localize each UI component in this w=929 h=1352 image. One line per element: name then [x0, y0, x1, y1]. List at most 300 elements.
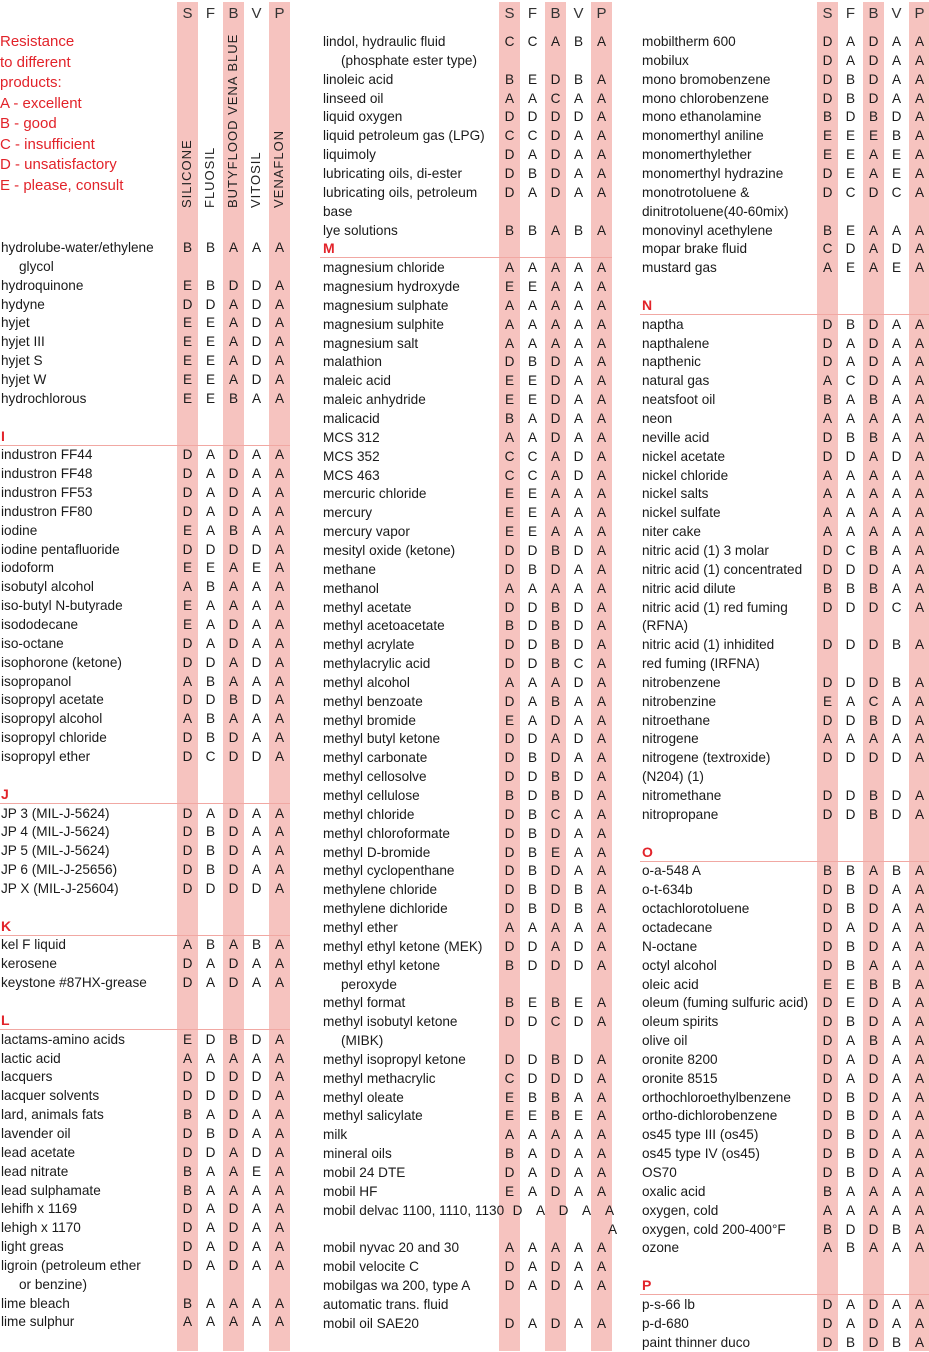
- rating-cell: A: [914, 1051, 925, 1067]
- rating-cell: A: [228, 371, 239, 387]
- legend-line: products:: [0, 74, 62, 91]
- rating-cell: A: [228, 598, 239, 614]
- product-name: nickel acetate: [642, 448, 726, 464]
- rating-cell: A: [274, 673, 285, 689]
- table-row: [1, 1275, 291, 1294]
- rating-cell: D: [868, 1127, 879, 1143]
- product-name: methyl acetoacetate: [323, 618, 445, 634]
- rating-cell: B: [891, 1334, 902, 1350]
- product-name: isopropyl alcohol: [1, 711, 103, 727]
- table-row: [642, 239, 929, 258]
- rating-cell: A: [868, 448, 879, 464]
- rating-cell: A: [914, 919, 925, 935]
- rating-cell: E: [527, 486, 538, 502]
- rating-cell: A: [822, 260, 833, 276]
- product-name: JP 3 (MIL-J-5624): [1, 805, 110, 821]
- table-row: [642, 183, 929, 202]
- rating-cell: D: [182, 541, 193, 557]
- rating-cell: B: [845, 882, 856, 898]
- table-row: [323, 107, 613, 126]
- rating-cell: A: [891, 1033, 902, 1049]
- product-name: JP X (MIL-J-25604): [1, 880, 119, 896]
- rating-cell: D: [573, 769, 584, 785]
- rating-cell: A: [274, 1088, 285, 1104]
- rating-cell: A: [550, 919, 561, 935]
- product-name: methyl acrylate: [323, 637, 415, 653]
- rating-cell: D: [891, 448, 902, 464]
- rating-cell: A: [504, 1240, 515, 1256]
- rating-cell: D: [228, 447, 239, 463]
- rating-cell: E: [891, 165, 902, 181]
- rating-cell: C: [550, 806, 561, 822]
- rating-cell: A: [914, 1165, 925, 1180]
- rating-cell: A: [182, 673, 193, 689]
- rating-cell: A: [596, 1240, 607, 1256]
- rating-cell: D: [822, 429, 833, 445]
- rating-cell: D: [550, 128, 561, 144]
- rating-cell: B: [205, 937, 216, 953]
- table-row: [642, 993, 929, 1012]
- rating-cell: E: [527, 995, 538, 1011]
- rating-cell: D: [504, 1051, 515, 1067]
- rating-cell: A: [845, 52, 856, 68]
- rating-cell: B: [891, 1221, 902, 1237]
- rating-cell: B: [891, 128, 902, 144]
- product-name: mono chlorobenzene: [642, 90, 769, 106]
- rating-cell: D: [550, 750, 561, 766]
- product-name: monotrotoluene &: [642, 184, 750, 200]
- rating-cell: E: [182, 522, 193, 538]
- rating-cell: A: [891, 580, 902, 596]
- rating-cell: A: [914, 976, 925, 992]
- rating-cell: B: [845, 1127, 856, 1143]
- column-header-letters: [176, 4, 291, 24]
- rating-cell: B: [845, 1240, 856, 1256]
- table-row: [642, 89, 929, 108]
- table-row: [323, 503, 613, 522]
- rating-cell: A: [914, 938, 925, 954]
- product-name: magnesium salt: [323, 335, 419, 351]
- rating-cell: A: [891, 429, 902, 445]
- rating-cell: A: [868, 505, 879, 521]
- rating-cell: D: [550, 109, 561, 125]
- rating-cell: A: [573, 1127, 584, 1143]
- rating-cell: D: [822, 919, 833, 935]
- rating-cell: A: [274, 1295, 285, 1311]
- rating-cell: A: [550, 279, 561, 295]
- rating-cell: E: [182, 315, 193, 331]
- rating-cell: C: [868, 693, 879, 709]
- rating-cell: A: [914, 392, 925, 408]
- rating-cell: A: [228, 353, 239, 369]
- product-name: methane: [323, 561, 376, 577]
- rating-cell: A: [891, 1315, 902, 1331]
- rating-cell: E: [251, 1163, 262, 1179]
- rating-cell: B: [205, 673, 216, 689]
- rating-cell: D: [251, 277, 262, 293]
- product-name: nitric acid (1) inhidited: [642, 637, 775, 653]
- table-row: [642, 673, 929, 692]
- rating-cell: A: [914, 693, 925, 709]
- rating-cell: D: [868, 1315, 879, 1331]
- rating-cell: A: [596, 373, 607, 389]
- rating-cell: A: [596, 882, 607, 898]
- rating-cell: A: [205, 805, 216, 821]
- table-row: [323, 522, 613, 541]
- rating-cell: A: [251, 673, 262, 689]
- rating-cell: B: [527, 901, 538, 917]
- rating-cell: A: [274, 1314, 285, 1330]
- rating-cell: E: [205, 560, 216, 576]
- rating-cell: A: [891, 1070, 902, 1086]
- rating-cell: A: [274, 937, 285, 953]
- rating-cell: A: [596, 1070, 607, 1086]
- rating-cell: B: [550, 656, 561, 672]
- rating-cell: E: [504, 1108, 515, 1124]
- rating-cell: D: [550, 71, 561, 87]
- rating-cell: A: [205, 485, 216, 501]
- product-name: p-s-66 lb: [642, 1296, 695, 1312]
- rating-cell: D: [228, 617, 239, 632]
- table-row: [642, 1012, 929, 1031]
- rating-cell: D: [251, 880, 262, 896]
- rating-cell: A: [845, 1183, 856, 1199]
- rating-cell: D: [251, 353, 262, 369]
- product-name: monomerthyl aniline: [642, 128, 764, 144]
- rating-cell: A: [251, 862, 262, 878]
- rating-cell: B: [822, 1221, 833, 1237]
- product-name: nitric acid dilute: [642, 580, 736, 596]
- rating-cell: B: [822, 863, 833, 879]
- material-name: VITOSIL: [248, 151, 263, 208]
- rating-cell: B: [822, 109, 833, 125]
- table-row: [1, 709, 291, 728]
- rating-cell: D: [573, 938, 584, 954]
- rating-cell: A: [596, 995, 607, 1011]
- header-letter: P: [914, 5, 925, 22]
- rating-cell: A: [914, 1127, 925, 1143]
- rating-cell: D: [550, 1259, 561, 1275]
- product-name: industron FF48: [1, 466, 93, 482]
- rating-cell: D: [504, 1014, 515, 1030]
- rating-cell: D: [228, 880, 239, 896]
- rating-cell: D: [251, 1069, 262, 1085]
- product-name: methyl cellulose: [323, 788, 420, 803]
- rating-cell: D: [182, 1201, 193, 1217]
- table-row: [323, 277, 613, 296]
- table-row: [323, 126, 613, 145]
- table-row: [323, 296, 613, 315]
- table-row: [642, 748, 929, 767]
- rating-cell: A: [573, 1315, 584, 1331]
- rating-cell: A: [596, 1089, 607, 1105]
- rating-cell: A: [550, 938, 561, 954]
- rating-cell: A: [914, 184, 925, 200]
- rating-cell: D: [845, 448, 856, 464]
- product-name: mercury: [323, 505, 373, 521]
- product-name: nitric acid (1) concentrated: [642, 561, 803, 577]
- rating-cell: A: [596, 1315, 607, 1331]
- table-row: [323, 1012, 613, 1031]
- table-row: [1, 1256, 291, 1275]
- table-row: [642, 861, 929, 880]
- rating-cell: A: [845, 1033, 856, 1049]
- table-row: [323, 918, 613, 937]
- rating-cell: D: [251, 692, 262, 708]
- product-name: methyl methacrylic: [323, 1070, 436, 1086]
- rating-cell: A: [573, 297, 584, 313]
- rating-cell: E: [504, 1089, 515, 1105]
- rating-cell: A: [527, 693, 538, 709]
- rating-cell: A: [573, 373, 584, 389]
- rating-cell: B: [228, 390, 239, 406]
- section-letter: N: [642, 296, 653, 313]
- rating-cell: A: [914, 524, 925, 540]
- legend-line: to different: [0, 53, 71, 71]
- table-row: [642, 70, 929, 89]
- rating-cell: A: [251, 975, 262, 991]
- rating-cell: E: [822, 128, 833, 144]
- rating-cell: D: [550, 882, 561, 898]
- table-row: [642, 692, 929, 711]
- rating-cell: A: [228, 711, 239, 727]
- rating-cell: C: [550, 90, 561, 106]
- rating-cell: A: [274, 240, 285, 255]
- product-name: JP 4 (MIL-J-5624): [1, 824, 110, 840]
- rating-cell: A: [914, 241, 925, 257]
- product-name: paint thinner duco: [642, 1334, 751, 1350]
- table-row: [642, 522, 929, 541]
- product-name: lubricating oils, di-ester: [323, 165, 463, 181]
- table-row: [323, 579, 613, 598]
- table-row: [1, 954, 291, 973]
- product-name: mobilux: [642, 52, 689, 68]
- rating-cell: A: [596, 128, 607, 144]
- rating-cell: A: [596, 750, 607, 766]
- table-row: [323, 1088, 613, 1107]
- header-letter: P: [596, 5, 607, 22]
- rating-cell: E: [182, 334, 193, 350]
- rating-cell: D: [527, 656, 538, 672]
- rating-cell: D: [182, 956, 193, 972]
- table-row: [642, 202, 929, 221]
- rating-cell: D: [822, 1315, 833, 1331]
- rating-cell: A: [914, 580, 925, 596]
- rating-cell: A: [251, 390, 262, 406]
- rating-cell: D: [822, 542, 833, 558]
- product-name: iso-octane: [1, 635, 64, 651]
- rating-cell: A: [891, 71, 902, 87]
- product-name: hyjet S: [1, 353, 43, 369]
- table-row: [1, 1143, 291, 1162]
- product-name: MCS 312: [323, 429, 380, 445]
- product-name: octyl alcohol: [642, 957, 717, 973]
- product-name: JP 6 (MIL-J-25656): [1, 862, 118, 878]
- rating-cell: A: [891, 34, 902, 49]
- rating-cell: A: [527, 90, 538, 106]
- rating-cell: E: [891, 260, 902, 276]
- product-name: mobiltherm 600: [642, 34, 736, 49]
- rating-cell: A: [251, 579, 262, 595]
- rating-cell: A: [573, 1165, 584, 1180]
- rating-cell: D: [504, 165, 515, 181]
- rating-cell: A: [251, 598, 262, 614]
- table-row: [323, 880, 613, 899]
- rating-cell: B: [182, 1295, 193, 1311]
- rating-cell: A: [891, 90, 902, 106]
- rating-cell: A: [891, 542, 902, 558]
- rating-cell: C: [845, 184, 856, 200]
- rating-cell: A: [914, 750, 925, 766]
- rating-cell: B: [822, 392, 833, 408]
- rating-cell: A: [573, 750, 584, 766]
- table-row: [642, 598, 929, 617]
- rating-cell: E: [527, 373, 538, 389]
- rating-cell: E: [182, 598, 193, 614]
- table-row: [323, 352, 613, 371]
- product-name: mineral oils: [323, 1146, 392, 1162]
- product-name: neon: [642, 411, 673, 426]
- rating-cell: D: [868, 637, 879, 653]
- rating-cell: B: [504, 222, 515, 238]
- column-header-letters: [816, 4, 929, 24]
- rating-cell: A: [596, 561, 607, 577]
- rating-cell: D: [527, 938, 538, 954]
- product-name: industron FF53: [1, 485, 93, 501]
- product-name: liquimoly: [323, 147, 376, 163]
- rating-cell: A: [573, 1183, 584, 1199]
- rating-cell: A: [868, 486, 879, 502]
- rating-cell: A: [596, 1051, 607, 1067]
- rating-cell: D: [868, 1221, 879, 1237]
- product-name: methyl ether: [323, 919, 398, 935]
- rating-cell: A: [573, 863, 584, 879]
- rating-cell: A: [228, 937, 239, 953]
- rating-cell: D: [822, 448, 833, 464]
- rating-cell: B: [845, 863, 856, 879]
- table-row: [642, 352, 929, 371]
- product-name: hydyne: [1, 296, 45, 312]
- rating-cell: A: [274, 598, 285, 614]
- rating-cell: A: [527, 335, 538, 351]
- table-row: [323, 447, 613, 466]
- rating-cell: D: [868, 90, 879, 106]
- rating-cell: D: [868, 901, 879, 917]
- rating-cell: A: [573, 335, 584, 351]
- rating-cell: A: [274, 711, 285, 727]
- table-row: [642, 541, 929, 560]
- rating-cell: D: [550, 825, 561, 841]
- rating-cell: E: [891, 147, 902, 163]
- rating-cell: D: [205, 1088, 216, 1104]
- rating-cell: B: [550, 618, 561, 634]
- product-name: magnesium sulphite: [323, 316, 444, 332]
- rating-cell: A: [596, 90, 607, 106]
- rating-cell: A: [228, 1295, 239, 1311]
- product-name: mobil oil SAE20: [323, 1315, 419, 1331]
- section-letter: O: [642, 843, 653, 860]
- rating-cell: A: [891, 1183, 902, 1199]
- product-name: oronite 8200: [642, 1051, 718, 1067]
- rating-cell: A: [504, 674, 515, 690]
- stray-rating: A: [608, 1221, 618, 1237]
- rating-cell: D: [550, 1146, 561, 1162]
- rating-cell: B: [228, 692, 239, 708]
- table-row: [1, 1162, 291, 1181]
- rating-cell: A: [274, 296, 285, 312]
- table-row: [323, 1050, 613, 1069]
- rating-cell: D: [504, 147, 515, 163]
- rating-cell: B: [527, 825, 538, 841]
- table-row: [1, 1105, 291, 1124]
- rating-cell: E: [845, 995, 856, 1011]
- rating-cell: A: [596, 618, 607, 634]
- rating-cell: A: [205, 1239, 216, 1255]
- rating-cell: E: [527, 71, 538, 87]
- table-row: [1, 332, 291, 351]
- rating-cell: D: [205, 1031, 216, 1047]
- rating-cell: A: [182, 1314, 193, 1330]
- header-letter: B: [228, 5, 239, 22]
- material-name: BUTYFLOOD VENA BLUE: [225, 33, 240, 208]
- table-row: [642, 767, 929, 786]
- rating-cell: D: [822, 1089, 833, 1105]
- rating-cell: A: [596, 297, 607, 313]
- rating-cell: A: [581, 1202, 592, 1218]
- rating-cell: A: [274, 579, 285, 595]
- rating-cell: A: [274, 635, 285, 651]
- rating-cell: A: [527, 1146, 538, 1162]
- product-name: iodine pentafluoride: [1, 541, 120, 557]
- rating-cell: D: [182, 975, 193, 991]
- rating-cell: A: [550, 1240, 561, 1256]
- rating-cell: D: [228, 1220, 239, 1236]
- table-row: [323, 1238, 613, 1257]
- header-letter: S: [822, 5, 833, 22]
- product-name: N-octane: [642, 938, 698, 954]
- rating-cell: A: [914, 1070, 925, 1086]
- header-letter: V: [891, 5, 902, 22]
- product-name: nitromethane: [642, 788, 722, 803]
- rating-cell: B: [891, 637, 902, 653]
- rating-cell: A: [822, 1202, 833, 1218]
- rating-cell: E: [182, 1031, 193, 1047]
- rating-cell: A: [251, 1050, 262, 1066]
- rating-cell: D: [504, 354, 515, 370]
- rating-cell: B: [550, 542, 561, 558]
- table-row: [642, 1220, 929, 1239]
- table-row: [1, 577, 291, 596]
- table-row: [323, 729, 613, 748]
- rating-cell: A: [596, 165, 607, 181]
- rating-cell: A: [573, 147, 584, 163]
- rating-cell: E: [504, 373, 515, 389]
- table-row: [642, 918, 929, 937]
- product-name: oleic acid: [642, 976, 699, 992]
- rating-cell: A: [504, 260, 515, 276]
- product-name: lime sulphur: [1, 1314, 75, 1330]
- rating-cell: A: [891, 354, 902, 370]
- rating-cell: D: [527, 1070, 538, 1086]
- rating-cell: B: [845, 1108, 856, 1124]
- table-row: [642, 956, 929, 975]
- rating-cell: A: [868, 222, 879, 238]
- rating-cell: D: [822, 354, 833, 370]
- rating-cell: D: [868, 995, 879, 1011]
- table-row: [1, 276, 291, 295]
- product-name: o-t-634b: [642, 882, 693, 898]
- product-name: dinitrotoluene(40-60mix): [642, 203, 789, 219]
